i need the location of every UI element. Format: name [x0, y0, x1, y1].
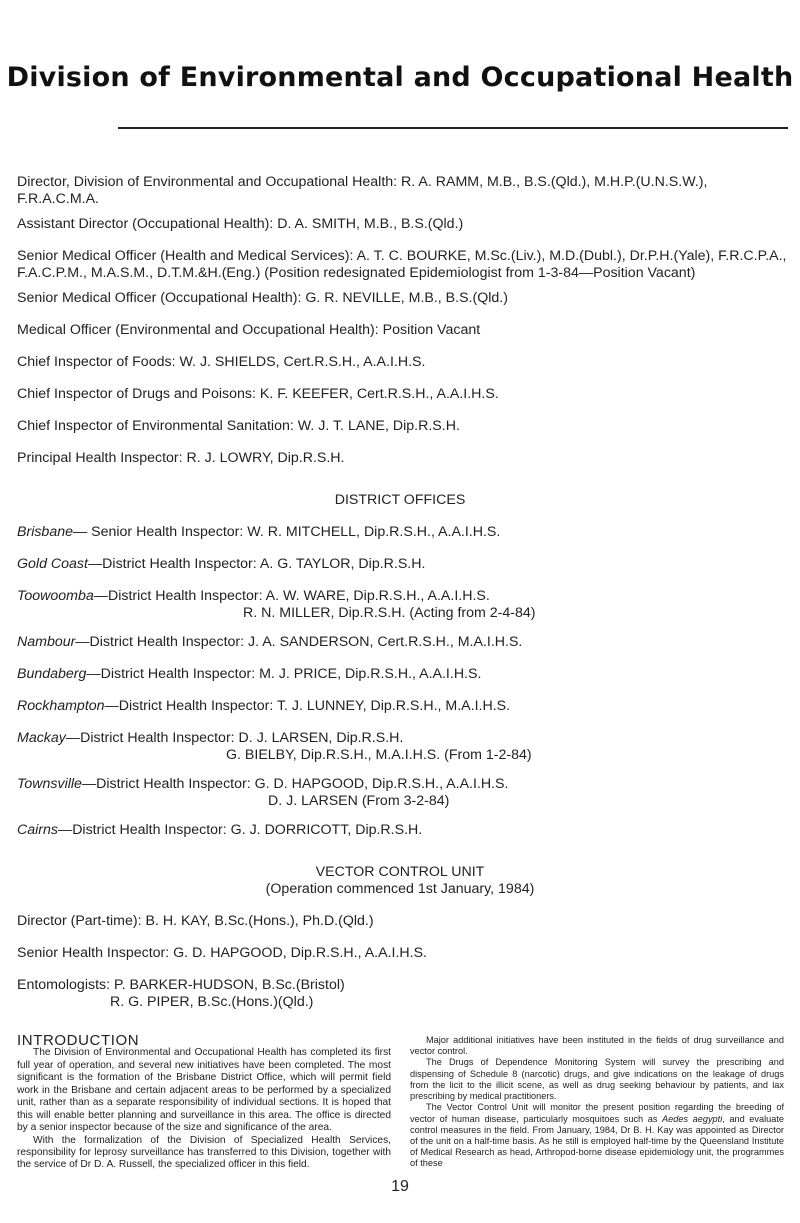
staff-chief-inspector-sanitation: Chief Inspector of Environmental Sanitation: W. J. T. LANE, Dip.R.S.H. — [17, 418, 460, 434]
district-detail: —District Health Inspector: G. D. HAPGOOD, Dip.R.S.H., A.A.I.H.S. — [81, 776, 509, 792]
district-nambour — [17, 634, 790, 651]
intro-text: , and evaluate control measures in the field. From January, 1984, Dr B. H. Kay was appointed as Director of the unit on a half-time basis. As he still is employed half-time by the Queensland Institute of Medical Research as head, Arthropod-borne disease epidemiology unit, the programmes of these — [410, 1113, 784, 1169]
district-offices-heading: DISTRICT OFFICES — [334, 492, 466, 508]
district-place: Toowoomba — [17, 588, 94, 604]
district-detail: —District Health Inspector: D. J. LARSEN, Dip.R.S.H. — [65, 730, 404, 746]
intro-paragraph: The Drugs of Dependence Monitoring System will survey the prescribing and dispensing of Schedule 8 (narcotic) drugs, and give indications on the leakage of drugs from the licit to the illicit scene, as well as drug seeking behaviour by patients, and lax prescribing by medical practitioners. — [410, 1057, 784, 1102]
district-detail-continued: R. N. MILLER, Dip.R.S.H. (Acting from 2-4-84) — [243, 605, 536, 621]
vector-control-heading: VECTOR CONTROL UNIT — [315, 864, 485, 880]
district-cairns — [17, 822, 790, 839]
district-detail: —District Health Inspector: J. A. SANDERSON, Cert.R.S.H., M.A.I.H.S. — [75, 634, 523, 650]
district-place: Bundaberg — [17, 666, 87, 682]
district-brisbane — [17, 524, 790, 541]
vector-senior-inspector: Senior Health Inspector: G. D. HAPGOOD, Dip.R.S.H., A.A.I.H.S. — [17, 945, 427, 961]
district-toowoomba — [17, 588, 790, 622]
district-detail: —District Health Inspector: M. J. PRICE, Dip.R.S.H., A.A.I.H.S. — [86, 666, 482, 682]
introduction-heading: INTRODUCTION — [17, 1032, 140, 1049]
district-detail-continued: G. BIELBY, Dip.R.S.H., M.A.I.H.S. (From 1-2-84) — [226, 747, 532, 763]
district-detail-continued: D. J. LARSEN (From 3-2-84) — [268, 793, 450, 809]
staff-senior-medical-officer-oh: Senior Medical Officer (Occupational Health): G. R. NEVILLE, M.B., B.S.(Qld.) — [17, 290, 508, 306]
staff-chief-inspector-drugs: Chief Inspector of Drugs and Poisons: K. F. KEEFER, Cert.R.S.H., A.A.I.H.S. — [17, 386, 499, 402]
district-rockhampton — [17, 698, 790, 715]
district-detail: —District Health Inspector: T. J. LUNNEY, Dip.R.S.H., M.A.I.H.S. — [104, 698, 511, 714]
intro-paragraph — [410, 1102, 784, 1169]
district-detail: —District Health Inspector: A. G. TAYLOR, Dip.R.S.H. — [87, 556, 426, 572]
intro-left-column — [17, 1032, 391, 1172]
staff-medical-officer: Medical Officer (Environmental and Occupational Health): Position Vacant — [17, 322, 481, 338]
staff-principal-health-inspector: Principal Health Inspector: R. J. LOWRY, Dip.R.S.H. — [17, 450, 345, 466]
staff-assistant-director: Assistant Director (Occupational Health): D. A. SMITH, M.B., B.S.(Qld.) — [17, 216, 464, 232]
district-place: Gold Coast — [17, 556, 88, 572]
entomologist-line: R. G. PIPER, B.Sc.(Hons.)(Qld.) — [110, 994, 314, 1010]
species-name: Aedes aegypti — [662, 1113, 723, 1124]
vector-director: Director (Part-time): B. H. KAY, B.Sc.(Hons.), Ph.D.(Qld.) — [17, 913, 374, 929]
district-place: Rockhampton — [17, 698, 105, 714]
district-detail: — Senior Health Inspector: W. R. MITCHELL, Dip.R.S.H., A.A.I.H.S. — [73, 524, 501, 540]
district-place: Cairns — [17, 822, 58, 838]
district-townsville — [17, 776, 790, 810]
title-divider — [118, 127, 788, 129]
district-place: Nambour — [17, 634, 76, 650]
district-bundaberg — [17, 666, 790, 683]
staff-senior-medical-officer-hms: Senior Medical Officer (Health and Medical Services): A. T. C. BOURKE, M.Sc.(Liv.), M.D.(Dubl.), Dr.P.H.(Yale), F.R.C.P.A., F.A.C.P.M., M.A.S.M., D.T.M.&H.(Eng.) (Position redesignated Epidemiologist from 1-3-84—Position Vacant) — [17, 248, 787, 281]
district-gold-coast — [17, 556, 790, 573]
intro-text: The Vector Control Unit will monitor the present position regarding the breeding of vector of human disease, particularly mosquitoes such as — [410, 1102, 784, 1124]
intro-right-column — [410, 1035, 784, 1170]
district-detail: —District Health Inspector: G. J. DORRICOTT, Dip.R.S.H. — [58, 822, 423, 838]
district-place: Townsville — [17, 776, 82, 792]
district-place: Mackay — [17, 730, 66, 746]
entomologist-line: Entomologists: P. BARKER-HUDSON, B.Sc.(Bristol) — [17, 977, 345, 993]
intro-paragraph: The Division of Environmental and Occupational Health has completed its first full year of operation, and several new initiatives have been completed. The most significant is the formation of the Brisbane District Office, which will permit field work in the Brisbane and certain adjacent areas to be performed by a specialized unit, rather than as a separate responsibility of individual sections. It is hoped that this will enable better planning and surveillance in this area. The office is directed by a senior inspector because of the size and significance of the area. — [17, 1047, 391, 1134]
district-mackay — [17, 730, 790, 764]
staff-director: Director, Division of Environmental and Occupational Health: R. A. RAMM, M.B., B.S.(Qld.), M.H.P.(U.N.S.W.), F.R.A.C.M.A. — [17, 174, 708, 207]
vector-entomologists — [17, 977, 790, 1011]
page-number: 19 — [391, 1178, 409, 1195]
vector-control-subheading: (Operation commenced 1st January, 1984) — [265, 881, 535, 897]
intro-paragraph: With the formalization of the Division of Specialized Health Services, responsibility for leprosy surveillance has transferred to this Division, together with the service of Dr D. A. Russell, the specialized officer in this field. — [17, 1134, 391, 1171]
district-place: Brisbane — [17, 524, 73, 540]
intro-paragraph: Major additional initiatives have been instituted in the fields of drug surveillance and vector control. — [410, 1035, 784, 1057]
district-detail: —District Health Inspector: A. W. WARE, Dip.R.S.H., A.A.I.H.S. — [93, 588, 490, 604]
staff-chief-inspector-foods: Chief Inspector of Foods: W. J. SHIELDS, Cert.R.S.H., A.A.I.H.S. — [17, 354, 426, 370]
page-title: Division of Environmental and Occupational Health — [6, 62, 794, 93]
